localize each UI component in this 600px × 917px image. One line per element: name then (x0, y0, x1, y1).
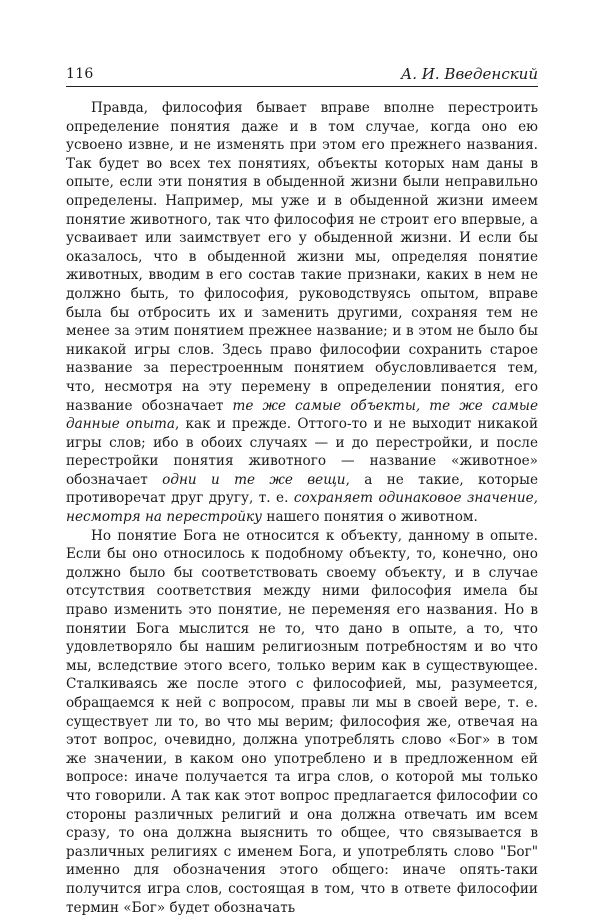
page-number: 116 (66, 66, 94, 82)
page-header (66, 64, 538, 87)
text-run-italic: сохраняет одинаковое значение, несмотря на перестройку (66, 490, 538, 526)
text-run: Но понятие Бога не относится к объекту, данному в опыте. Если бы оно относилось к подобному объекту, то, конечно, оно должно было бы соответствовать своему объекту, и в случае отсутствия соответствия между ними философия имела бы право изменить это понятие, не переменяя его названия. Но в понятии Бога мыслится не то, что дано в опыте, а то, что удовлетворяло бы нашим религиозным потребностям и во что мы, вследствие этого всего, только верим как в существующее. Сталкиваясь же после этого с философией, мы, разумеется, обращаемся к ней с вопросом, правы ли мы в своей вере, т. е. существует ли то, во что мы верим; философия же, отвечая на этот вопрос, очевидно, должна употреблять слово «Бог» в том же значении, в каком оно употреблено и в предложенном ей вопросе: иначе получается та игра слов, о которой мы только что говорили. А так как этот вопрос предлагается философии со стороны различных религий и она должна отвечать им всем сразу, то она должна выяснить то общее, что связывается в различных религиях с именем Бога, и употреблять слово "Бог" именно для обозначения этого общего: иначе опять-таки получится игра слов, состоящая в том, что в ответе философии термин «Бог» будет обозначать (66, 527, 538, 916)
text-run: , а не такие, которые противоречат друг другу, т. е. (66, 471, 538, 507)
text-run-italic: те же самые объекты, те же самые данные опыта (66, 397, 538, 433)
text-run: , как и прежде. Оттого-то и не выходит никакой игры слов; ибо в обоих случаях — и до перестройки, и после перестройки понятия животного — название «животное» обозначает (66, 416, 539, 488)
main-text (66, 99, 538, 917)
paragraph-2 (66, 527, 538, 917)
text-run: нашего понятия о животном. (262, 509, 478, 526)
running-head-author: А. И. Введенский (400, 65, 538, 83)
text-run: Правда, философия бывает вправе вполне перестроить определение понятия даже и в том случае, когда оно ею усвоено извне, и не изменять при этом его прежнего названия. Так будет во всех тех понятиях, объекты которых нам даны в опыте, если эти понятия в обыденной жизни были неправильно определены. Например, мы уже и в обыденной жизни имеем понятие животного, так что философия не строит его впервые, а усваивает или заимствует его у обыденной жизни. И если бы оказалось, что в обыденной жизни мы, определяя понятие животных, вводим в его состав такие признаки, каких в нем не должно быть, то философия, руководствуясь опытом, вправе была бы отбросить их и заменить другими, сохраняя тем не менее за этим понятием прежнее название; и в этом не было бы никакой игры слов. Здесь право философии сохранить старое название за перестроенным понятием обусловливается тем, что, несмотря на эту перемену в определении понятия, его название обозначает (66, 100, 538, 414)
paragraph-1 (66, 99, 538, 527)
text-run-italic: одни и те же вещи (162, 471, 346, 488)
